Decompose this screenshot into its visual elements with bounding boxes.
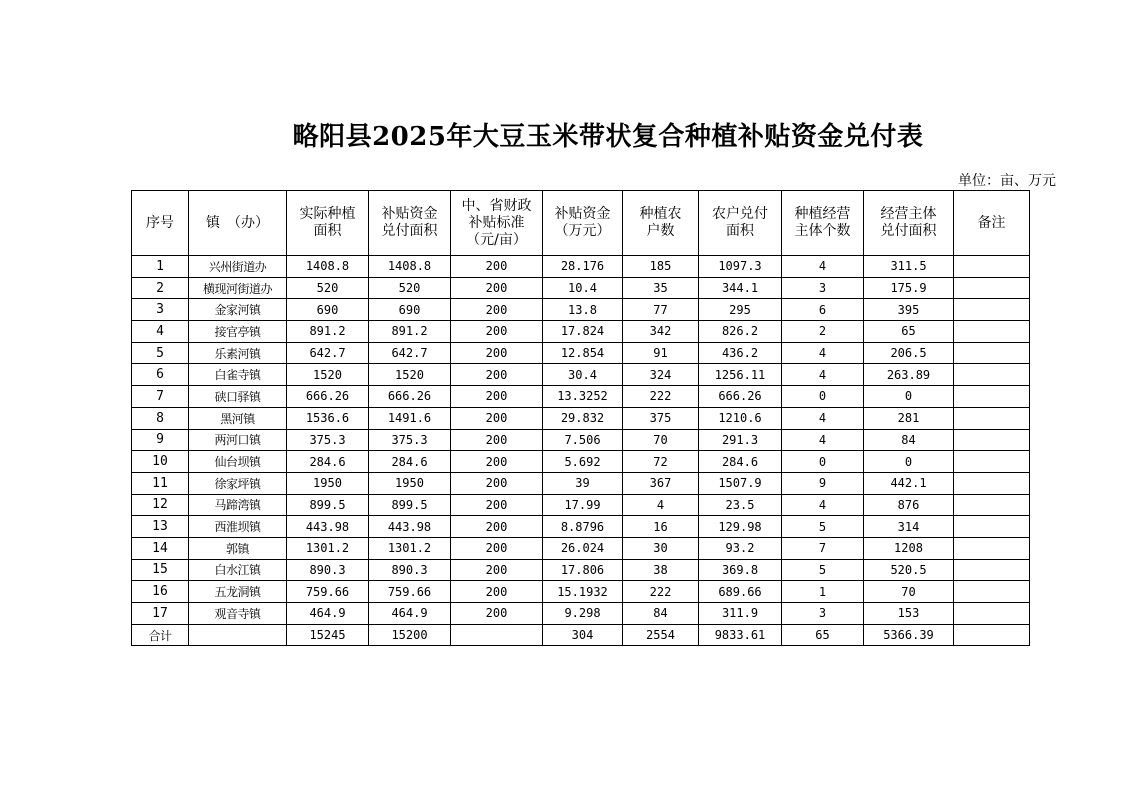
table-body xyxy=(132,256,1030,646)
table-row xyxy=(132,429,1030,451)
cell-household-area: 23.5 xyxy=(699,494,782,516)
cell-subsidy-funds: 13.3252 xyxy=(543,386,623,408)
table-row xyxy=(132,299,1030,321)
cell-subsidy-funds: 30.4 xyxy=(543,364,623,386)
cell-subsidy-standard: 200 xyxy=(451,603,543,625)
cell-subsidy-area: 464.9 xyxy=(369,603,451,625)
header-line: 补贴标准 xyxy=(468,214,525,231)
cell-actual-area: 284.6 xyxy=(287,451,369,473)
cell-subsidy-standard: 200 xyxy=(451,516,543,538)
cell-town: 金家河镇 xyxy=(189,299,287,321)
cell-entity-area: 65 xyxy=(864,321,954,343)
total-entity-area: 5366.39 xyxy=(864,624,954,646)
cell-entity-area: 395 xyxy=(864,299,954,321)
cell-household-area: 1210.6 xyxy=(699,407,782,429)
cell-household-count: 342 xyxy=(623,321,699,343)
header-line: 面积 xyxy=(313,223,342,239)
cell-entity-area: 281 xyxy=(864,407,954,429)
header-line: （元/亩） xyxy=(466,231,527,248)
cell-actual-area: 1301.2 xyxy=(287,537,369,559)
cell-town: 乐素河镇 xyxy=(189,342,287,364)
cell-remarks xyxy=(954,537,1030,559)
cell-entity-area: 520.5 xyxy=(864,559,954,581)
cell-household-area: 1097.3 xyxy=(699,256,782,278)
cell-subsidy-area: 899.5 xyxy=(369,494,451,516)
cell-subsidy-standard: 200 xyxy=(451,559,543,581)
cell-subsidy-funds: 39 xyxy=(543,472,623,494)
cell-actual-area: 642.7 xyxy=(287,342,369,364)
cell-entity-count: 3 xyxy=(782,603,864,625)
cell-subsidy-funds: 17.824 xyxy=(543,321,623,343)
cell-index: 9 xyxy=(132,429,189,451)
cell-town: 徐家坪镇 xyxy=(189,472,287,494)
header-subsidy-funds xyxy=(543,191,623,256)
total-subsidy-funds: 304 xyxy=(543,624,623,646)
cell-subsidy-standard: 200 xyxy=(451,494,543,516)
cell-household-count: 367 xyxy=(623,472,699,494)
cell-actual-area: 899.5 xyxy=(287,494,369,516)
header-town xyxy=(189,191,287,256)
header-line: 经营主体 xyxy=(880,206,937,222)
cell-entity-area: 314 xyxy=(864,516,954,538)
cell-actual-area: 666.26 xyxy=(287,386,369,408)
total-row xyxy=(132,624,1030,646)
cell-index: 8 xyxy=(132,407,189,429)
cell-remarks xyxy=(954,451,1030,473)
cell-town: 兴州街道办 xyxy=(189,256,287,278)
table-row xyxy=(132,364,1030,386)
table-row xyxy=(132,407,1030,429)
cell-subsidy-area: 890.3 xyxy=(369,559,451,581)
header-actual-area xyxy=(287,191,369,256)
header-subsidy-area xyxy=(369,191,451,256)
cell-actual-area: 890.3 xyxy=(287,559,369,581)
cell-remarks xyxy=(954,559,1030,581)
cell-entity-area: 206.5 xyxy=(864,342,954,364)
cell-subsidy-standard: 200 xyxy=(451,299,543,321)
cell-entity-count: 7 xyxy=(782,537,864,559)
header-entity-area xyxy=(864,191,954,256)
cell-household-area: 689.66 xyxy=(699,581,782,603)
cell-entity-count: 5 xyxy=(782,516,864,538)
cell-entity-count: 9 xyxy=(782,472,864,494)
cell-town: 两河口镇 xyxy=(189,429,287,451)
header-line: 备注 xyxy=(977,214,1006,231)
page-title: 略阳县2025年大豆玉米带状复合种植补贴资金兑付表 xyxy=(292,122,924,152)
cell-town: 郭镇 xyxy=(189,537,287,559)
cell-town: 马蹄湾镇 xyxy=(189,494,287,516)
cell-household-area: 344.1 xyxy=(699,277,782,299)
cell-household-area: 826.2 xyxy=(699,321,782,343)
header-line: 补贴资金 xyxy=(381,206,438,222)
cell-actual-area: 690 xyxy=(287,299,369,321)
cell-household-count: 30 xyxy=(623,537,699,559)
header-line: 镇 （办） xyxy=(206,214,269,231)
header-line: 面积 xyxy=(726,223,754,239)
cell-household-area: 311.9 xyxy=(699,603,782,625)
cell-town: 白水江镇 xyxy=(189,559,287,581)
cell-entity-count: 4 xyxy=(782,256,864,278)
header-household-area xyxy=(699,191,782,256)
cell-subsidy-funds: 5.692 xyxy=(543,451,623,473)
cell-remarks xyxy=(954,581,1030,603)
cell-subsidy-funds: 28.176 xyxy=(543,256,623,278)
cell-remarks xyxy=(954,342,1030,364)
table-row xyxy=(132,516,1030,538)
cell-town: 白雀寺镇 xyxy=(189,364,287,386)
cell-entity-count: 1 xyxy=(782,581,864,603)
cell-subsidy-area: 891.2 xyxy=(369,321,451,343)
cell-household-area: 284.6 xyxy=(699,451,782,473)
total-entity-count: 65 xyxy=(782,624,864,646)
cell-subsidy-funds: 9.298 xyxy=(543,603,623,625)
cell-household-count: 222 xyxy=(623,581,699,603)
header-household-count xyxy=(623,191,699,256)
cell-entity-area: 70 xyxy=(864,581,954,603)
cell-household-count: 70 xyxy=(623,429,699,451)
cell-remarks xyxy=(954,407,1030,429)
cell-entity-count: 4 xyxy=(782,429,864,451)
cell-entity-count: 4 xyxy=(782,364,864,386)
cell-town: 横现河街道办 xyxy=(189,277,287,299)
cell-index: 13 xyxy=(132,516,189,538)
total-household-count: 2554 xyxy=(623,624,699,646)
table-row xyxy=(132,256,1030,278)
total-actual-area: 15245 xyxy=(287,624,369,646)
cell-subsidy-funds: 15.1932 xyxy=(543,581,623,603)
header-line: 农户兑付 xyxy=(712,206,768,222)
cell-subsidy-funds: 7.506 xyxy=(543,429,623,451)
cell-index: 16 xyxy=(132,581,189,603)
header-line: 实际种植 xyxy=(299,206,356,222)
cell-subsidy-area: 666.26 xyxy=(369,386,451,408)
cell-actual-area: 520 xyxy=(287,277,369,299)
cell-entity-count: 6 xyxy=(782,299,864,321)
cell-subsidy-area: 1301.2 xyxy=(369,537,451,559)
table-row xyxy=(132,537,1030,559)
cell-subsidy-funds: 17.99 xyxy=(543,494,623,516)
header-line: 种植农 xyxy=(639,206,682,222)
cell-remarks xyxy=(954,603,1030,625)
cell-subsidy-area: 1520 xyxy=(369,364,451,386)
cell-household-area: 369.8 xyxy=(699,559,782,581)
cell-remarks xyxy=(954,516,1030,538)
cell-household-count: 375 xyxy=(623,407,699,429)
cell-entity-count: 3 xyxy=(782,277,864,299)
table-row xyxy=(132,386,1030,408)
subsidy-table xyxy=(131,190,1030,646)
cell-remarks xyxy=(954,256,1030,278)
cell-town: 观音寺镇 xyxy=(189,603,287,625)
cell-household-count: 16 xyxy=(623,516,699,538)
cell-index: 15 xyxy=(132,559,189,581)
table-row xyxy=(132,451,1030,473)
header-entity-count xyxy=(782,191,864,256)
cell-entity-area: 876 xyxy=(864,494,954,516)
cell-household-count: 324 xyxy=(623,364,699,386)
total-town xyxy=(189,624,287,646)
cell-index: 14 xyxy=(132,537,189,559)
table-row xyxy=(132,494,1030,516)
total-subsidy-standard xyxy=(451,624,543,646)
cell-subsidy-area: 520 xyxy=(369,277,451,299)
header-line: （万元） xyxy=(554,223,611,239)
cell-entity-count: 0 xyxy=(782,451,864,473)
cell-actual-area: 1408.8 xyxy=(287,256,369,278)
header-remarks xyxy=(954,191,1030,256)
cell-actual-area: 1950 xyxy=(287,472,369,494)
cell-subsidy-standard: 200 xyxy=(451,342,543,364)
cell-subsidy-area: 284.6 xyxy=(369,451,451,473)
header-line: 兑付面积 xyxy=(381,223,438,239)
cell-household-count: 185 xyxy=(623,256,699,278)
cell-subsidy-funds: 10.4 xyxy=(543,277,623,299)
cell-subsidy-area: 642.7 xyxy=(369,342,451,364)
cell-household-count: 222 xyxy=(623,386,699,408)
table-row xyxy=(132,321,1030,343)
cell-index: 10 xyxy=(132,451,189,473)
cell-index: 3 xyxy=(132,299,189,321)
table-header xyxy=(132,191,1030,256)
header-subsidy-standard xyxy=(451,191,543,256)
cell-subsidy-standard: 200 xyxy=(451,407,543,429)
cell-town: 黑河镇 xyxy=(189,407,287,429)
cell-household-count: 77 xyxy=(623,299,699,321)
cell-subsidy-area: 759.66 xyxy=(369,581,451,603)
cell-index: 4 xyxy=(132,321,189,343)
total-index: 合计 xyxy=(132,624,189,646)
total-remarks xyxy=(954,624,1030,646)
cell-index: 7 xyxy=(132,386,189,408)
header-line: 补贴资金 xyxy=(554,206,611,222)
cell-entity-area: 311.5 xyxy=(864,256,954,278)
header-line: 兑付面积 xyxy=(880,223,937,239)
cell-index: 1 xyxy=(132,256,189,278)
cell-household-area: 295 xyxy=(699,299,782,321)
cell-household-count: 72 xyxy=(623,451,699,473)
cell-household-count: 4 xyxy=(623,494,699,516)
cell-subsidy-area: 443.98 xyxy=(369,516,451,538)
cell-subsidy-area: 375.3 xyxy=(369,429,451,451)
total-subsidy-area: 15200 xyxy=(369,624,451,646)
cell-actual-area: 891.2 xyxy=(287,321,369,343)
cell-remarks xyxy=(954,364,1030,386)
cell-actual-area: 443.98 xyxy=(287,516,369,538)
table-row xyxy=(132,581,1030,603)
cell-entity-area: 0 xyxy=(864,386,954,408)
cell-subsidy-funds: 29.832 xyxy=(543,407,623,429)
cell-town: 硖口驿镇 xyxy=(189,386,287,408)
cell-subsidy-funds: 26.024 xyxy=(543,537,623,559)
cell-index: 17 xyxy=(132,603,189,625)
cell-entity-count: 4 xyxy=(782,494,864,516)
cell-household-area: 1256.11 xyxy=(699,364,782,386)
cell-subsidy-funds: 12.854 xyxy=(543,342,623,364)
cell-index: 2 xyxy=(132,277,189,299)
table-row xyxy=(132,559,1030,581)
header-index xyxy=(132,191,189,256)
cell-subsidy-funds: 13.8 xyxy=(543,299,623,321)
cell-remarks xyxy=(954,429,1030,451)
cell-actual-area: 464.9 xyxy=(287,603,369,625)
cell-subsidy-area: 1491.6 xyxy=(369,407,451,429)
cell-remarks xyxy=(954,472,1030,494)
table-row xyxy=(132,603,1030,625)
table-row xyxy=(132,277,1030,299)
cell-index: 6 xyxy=(132,364,189,386)
cell-household-count: 91 xyxy=(623,342,699,364)
cell-subsidy-area: 690 xyxy=(369,299,451,321)
header-line: 主体个数 xyxy=(794,223,851,239)
cell-subsidy-standard: 200 xyxy=(451,364,543,386)
unit-label: 单位：亩、万元 xyxy=(958,173,1056,189)
table-row xyxy=(132,342,1030,364)
total-household-area: 9833.61 xyxy=(699,624,782,646)
cell-subsidy-funds: 17.806 xyxy=(543,559,623,581)
cell-remarks xyxy=(954,386,1030,408)
cell-remarks xyxy=(954,494,1030,516)
cell-subsidy-standard: 200 xyxy=(451,256,543,278)
cell-entity-area: 153 xyxy=(864,603,954,625)
cell-subsidy-area: 1950 xyxy=(369,472,451,494)
cell-subsidy-standard: 200 xyxy=(451,277,543,299)
cell-subsidy-standard: 200 xyxy=(451,429,543,451)
cell-household-area: 666.26 xyxy=(699,386,782,408)
cell-entity-count: 4 xyxy=(782,407,864,429)
cell-actual-area: 1536.6 xyxy=(287,407,369,429)
cell-index: 11 xyxy=(132,472,189,494)
cell-remarks xyxy=(954,299,1030,321)
cell-entity-count: 2 xyxy=(782,321,864,343)
cell-household-count: 35 xyxy=(623,277,699,299)
cell-entity-area: 175.9 xyxy=(864,277,954,299)
cell-household-area: 436.2 xyxy=(699,342,782,364)
cell-entity-area: 84 xyxy=(864,429,954,451)
cell-subsidy-standard: 200 xyxy=(451,537,543,559)
cell-actual-area: 1520 xyxy=(287,364,369,386)
cell-entity-area: 442.1 xyxy=(864,472,954,494)
cell-actual-area: 759.66 xyxy=(287,581,369,603)
cell-entity-area: 0 xyxy=(864,451,954,473)
header-line: 户数 xyxy=(646,223,675,239)
cell-entity-area: 263.89 xyxy=(864,364,954,386)
cell-town: 五龙洞镇 xyxy=(189,581,287,603)
cell-subsidy-standard: 200 xyxy=(451,472,543,494)
cell-subsidy-funds: 8.8796 xyxy=(543,516,623,538)
cell-entity-area: 1208 xyxy=(864,537,954,559)
cell-subsidy-area: 1408.8 xyxy=(369,256,451,278)
cell-town: 西淮坝镇 xyxy=(189,516,287,538)
cell-household-area: 93.2 xyxy=(699,537,782,559)
cell-town: 仙台坝镇 xyxy=(189,451,287,473)
cell-subsidy-standard: 200 xyxy=(451,386,543,408)
cell-town: 接官亭镇 xyxy=(189,321,287,343)
cell-index: 12 xyxy=(132,494,189,516)
cell-household-area: 1507.9 xyxy=(699,472,782,494)
cell-index: 5 xyxy=(132,342,189,364)
cell-entity-count: 0 xyxy=(782,386,864,408)
cell-subsidy-standard: 200 xyxy=(451,451,543,473)
cell-household-area: 129.98 xyxy=(699,516,782,538)
header-line: 序号 xyxy=(146,214,174,231)
cell-entity-count: 5 xyxy=(782,559,864,581)
header-line: 种植经营 xyxy=(794,206,851,222)
header-line: 中、省财政 xyxy=(461,197,532,214)
table-row xyxy=(132,472,1030,494)
cell-household-area: 291.3 xyxy=(699,429,782,451)
cell-subsidy-standard: 200 xyxy=(451,581,543,603)
cell-subsidy-standard: 200 xyxy=(451,321,543,343)
cell-household-count: 84 xyxy=(623,603,699,625)
cell-remarks xyxy=(954,321,1030,343)
cell-household-count: 38 xyxy=(623,559,699,581)
cell-remarks xyxy=(954,277,1030,299)
cell-entity-count: 4 xyxy=(782,342,864,364)
cell-actual-area: 375.3 xyxy=(287,429,369,451)
